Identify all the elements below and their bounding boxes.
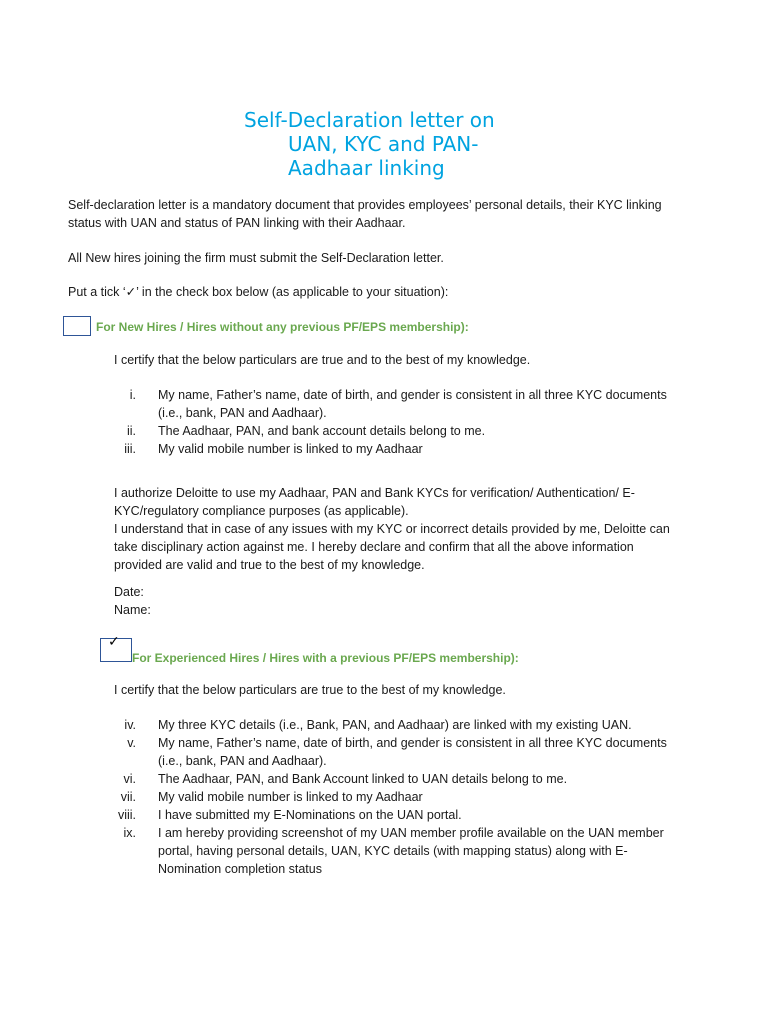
name-label: Name: [114, 603, 151, 617]
new-hires-certify: I certify that the below particulars are true and to the best of my knowledge. [114, 353, 531, 367]
authorize-line-1: I authorize Deloitte to use my Aadhaar, PAN and Bank KYCs for verification/ Authentication/ E- [114, 486, 635, 500]
title-line-3: Aadhaar linking [288, 156, 445, 180]
list-item-text: My name, Father’s name, date of birth, and gender is consistent in all three KYC documents [158, 388, 667, 402]
new-hires-checkbox[interactable] [63, 316, 91, 336]
list-item-text: My three KYC details (i.e., Bank, PAN, and Aadhaar) are linked with my existing UAN. [158, 718, 632, 732]
list-item [100, 422, 667, 440]
intro-paragraph [68, 196, 662, 232]
document-title [244, 108, 495, 180]
authorize-line-2: KYC/regulatory compliance purposes (as applicable). [114, 504, 409, 518]
tick-instruction: Put a tick ‘✓’ in the check box below (as applicable to your situation): [68, 285, 449, 299]
new-hires-heading: For New Hires / Hires without any previous PF/EPS membership): [96, 320, 469, 334]
list-item-text: The Aadhaar, PAN, and Bank Account linked to UAN details belong to me. [158, 772, 568, 786]
new-hires-instruction: All New hires joining the firm must submit the Self-Declaration letter. [68, 251, 444, 265]
authorize-paragraph [114, 484, 670, 574]
list-item-text: (i.e., bank, PAN and Aadhaar). [158, 406, 327, 420]
title-line-2: UAN, KYC and PAN- [288, 132, 479, 156]
list-item-text: My valid mobile number is linked to my Aadhaar [158, 442, 423, 456]
list-item-number: iv. [124, 718, 136, 732]
list-item [100, 386, 667, 422]
list-item [100, 770, 667, 788]
list-item-number: vii. [120, 790, 136, 804]
list-item-number: v. [127, 736, 136, 750]
intro-line-2: status with UAN and status of PAN linking with their Aadhaar. [68, 216, 406, 230]
list-item-text: portal, having personal details, UAN, KYC details (with mapping status) along with E- [158, 844, 628, 858]
checkbox-tick-icon: ✓ [108, 633, 120, 649]
date-label: Date: [114, 585, 144, 599]
list-item-number: viii. [117, 808, 136, 822]
list-item-number: iii. [124, 442, 136, 456]
experienced-hires-list [100, 716, 667, 878]
list-item [100, 824, 667, 878]
list-item [100, 788, 667, 806]
experienced-hires-heading: For Experienced Hires / Hires with a previous PF/EPS membership): [132, 651, 519, 665]
list-item [100, 806, 667, 824]
list-item [100, 716, 667, 734]
list-item-number: vi. [123, 772, 136, 786]
list-item-text: I have submitted my E-Nominations on the UAN portal. [158, 808, 462, 822]
list-item [100, 734, 667, 770]
list-item-text: I am hereby providing screenshot of my UAN member profile available on the UAN member [158, 826, 664, 840]
title-line-1: Self-Declaration letter on [244, 108, 495, 132]
list-item-text: My name, Father’s name, date of birth, and gender is consistent in all three KYC documents [158, 736, 667, 750]
understand-line-2: take disciplinary action against me. I hereby declare and confirm that all the above information [114, 540, 634, 554]
list-item-text: Nomination completion status [158, 862, 322, 876]
list-item-number: ix. [123, 826, 136, 840]
list-item-text: (i.e., bank, PAN and Aadhaar). [158, 754, 327, 768]
new-hires-list [100, 386, 667, 458]
list-item [100, 440, 667, 458]
understand-line-3: provided are valid and true to the best of my knowledge. [114, 558, 425, 572]
list-item-number: ii. [126, 424, 136, 438]
list-item-text: The Aadhaar, PAN, and bank account details belong to me. [158, 424, 486, 438]
list-item-text: My valid mobile number is linked to my Aadhaar [158, 790, 423, 804]
list-item-number: i. [129, 388, 136, 402]
experienced-hires-certify: I certify that the below particulars are true to the best of my knowledge. [114, 683, 506, 697]
intro-line-1: Self-declaration letter is a mandatory document that provides employees’ personal details, their KYC linking [68, 198, 662, 212]
understand-line-1: I understand that in case of any issues with my KYC or incorrect details provided by me, Deloitte can [114, 522, 670, 536]
